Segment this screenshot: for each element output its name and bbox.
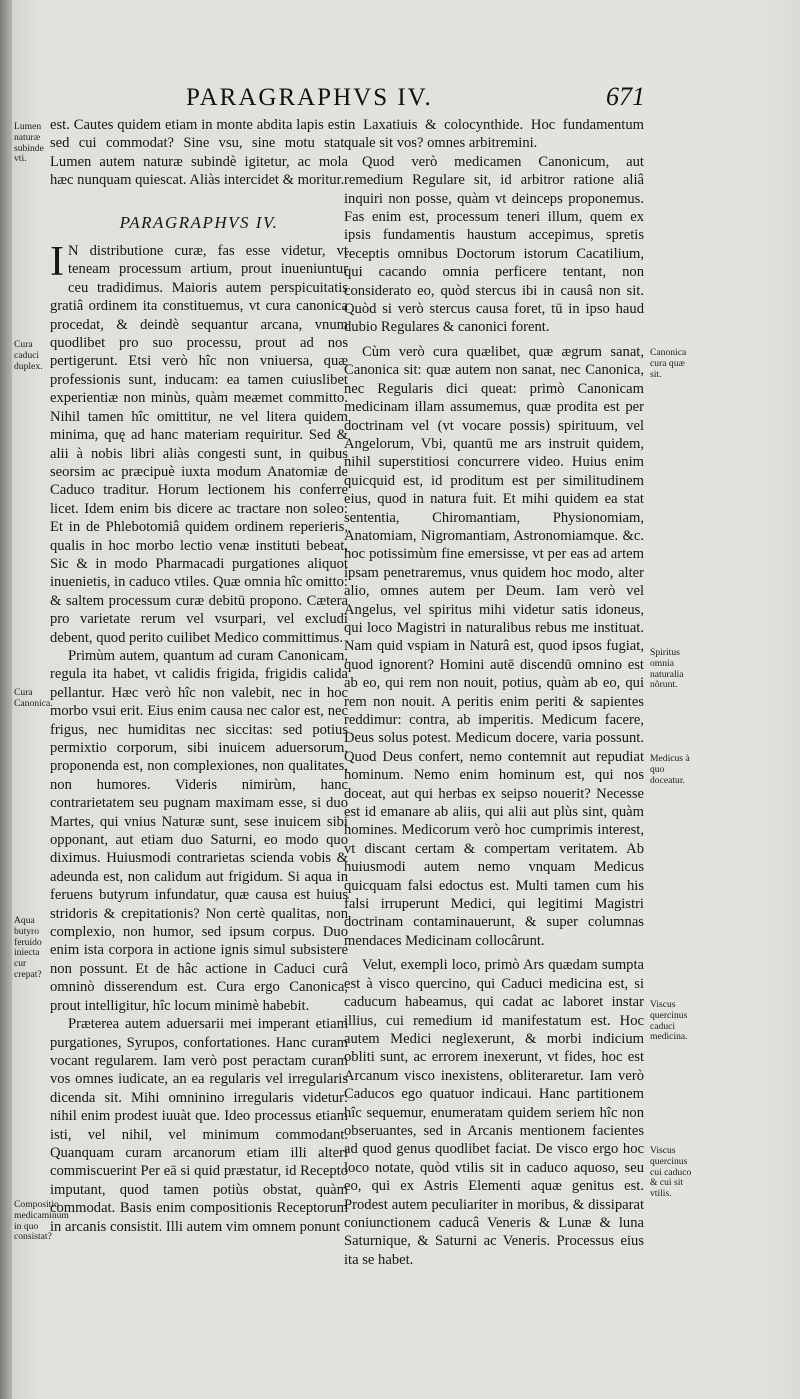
page-header (0, 80, 800, 116)
left-column (50, 116, 348, 1236)
right-paragraph-3: Velut, exempli loco, primò Ars quædam sumpta est à visco quercino, qui Caduci medicina est, si caducum habeamus, qui cadat ac laboret instar illius, cui remedium id manifestatum est. Hoc autem Medici neglexerunt, & morbi indicium obliti sunt, ac errorem inexerunt, vt fides, hoc est Arcanum visco inexistens, obliteraretur. Iam verò Caducos ego quatuor indicaui. Hanc partitionem hîc sequemur, enumeratam quidem seriem hîc non obseruantes, sed in Arcanis mentionem facientes ad quod genus quodlibet faciat. De visco ergo hoc loco notate, quòd vtilis sit in caduco aquoso, seu eo, qui ex Astris Elementi aquæ genitus est. Prodest autem peculiariter in moribus, & dissiparat coniunctionem caducâ Veneris & Lunæ & luna Saturnique, & Saturni ac Veneris. Processus eius ita se habet. (344, 957, 644, 1268)
right-opening-text: in Laxatiuis & colocynthide. Hoc fundamentum quale sit vos? omnes arbitremini. (344, 117, 644, 152)
margin-note-right-3: Medicus à quo doceatur. (650, 753, 690, 786)
margin-note-right-2: Spiritus omnia naturalia nôrunt. (650, 647, 684, 691)
left-paragraph-1 (50, 239, 348, 647)
left-paragraph-2: Primùm autem, quantum ad curam Canonicam, regula ita habet, vt calidis frigida, frigidis calida pellantur. Hæc verò hîc non valebit, nec in hoc morbo vsui erit. Eius enim causa nec calor est, nec frigus, nec humiditas nec siccitas: sed potius permixtio corporum, sibi inuicem aduersorum, proponenda est, non complexiones, non qualitates, non humores. Videris nimirùm, hanc contrarietatem seu pugnam maximam esse, si duo Martes, qui vnius Naturæ sunt, sese inuicem sibi opponant, aut etiam duo Saturni, eo modo quo diximus. Huiusmodi contrarietas scienda vobis & adeunda est, non calidum aut frigidum. Si aqua in feruens butyrum infundatur, quæ causa est huius stridoris & crepitationis? Non certè qualitas, non complexio, non humor, sed ipsum corpus. Duo enim ista corpora in actione ignis simul subsistere non possunt. Et de hâc actione in Caduci curâ omninò disserendum est. Cura ergo Canonica, prout intelligitur, hîc locum minimè habebit. (50, 647, 348, 1014)
left-paragraph-3: Præterea autem aduersarii mei imperant etiam purgationes, Syrupos, confortationes. Hanc curam vocant regularem. Iam verò post peractam curam vos omnes iudicate, an ea regularis vel irregularis dicenda sit. Mihi omninino irregularis videtur: nihil enim prodest iuuàt que. Ideo processus etiam isti, vel nihil, vel minimum commodant. Quanquam curam arcanorum etiam illi alteri commiscuerint Per eā si quid præstatur, id Recepto imputant, quod tamen potiùs obstat, quàm commodat. Basis enim compositionis Receptorum in arcanis consistit. Illi autem vim omnem ponunt (50, 1016, 348, 1235)
margin-note-left-5: Compositio medicaminum in quo consistat? (14, 1199, 69, 1243)
margin-note-right-1: Canonica cura quæ sit. (650, 347, 687, 380)
running-head: PARAGRAPHVS IV. (186, 84, 433, 111)
margin-note-left-2: Cura caduci duplex. (14, 339, 43, 372)
right-paragraph-1: Quod verò medicamen Canonicum, aut remedium Regulare sit, id arbitror ratione aliâ inquiri non posse, quàm vt deinceps proponemus. Fas enim est, processum teneri illum, quem ex ipsis fundamentis haustum accepimus, spretis receptis omnibus Doctorum istorum Cacatilium, qui cacando omnia perficere tentant, non considerato eo, quòd stercus ibi in causâ non sit. Quòd si verò stercus causa foret, tū in ipso haud dubio Regulares & canonici forent. (344, 153, 644, 336)
margin-note-right-4: Viscus quercinus caduci medicina. (650, 999, 688, 1043)
page-number: 671 (606, 82, 645, 111)
margin-note-left-1: Lumen naturæ subinde vti. (14, 121, 44, 165)
right-paragraph-2: Cùm verò cura quælibet, quæ ægrum sanat, Canonica sit: quæ autem non sanat, nec Canonica, nec Regularis dici queat: primò Canonicam medicinam illam assumemus, quæ prodita est per doctrinam vel (vt vocare possis) spirituum, vel Angelorum, Vbi, quantū me ars instruit quidem, nihil superstitiosi concurrere video. Huius enim quicquid est, id proditum est per similitudinem eius, quod in natura fuit. Et mihi quidem ea stat sententia, Chiromantiam, Physionomiam, Anatomiam, Nigromantiam, Astronomiamque. &c. hoc potissimùm fine emersisse, vt per eas ad artem ipsam penetraremus, vnus quidem hoc modo, alter alio, omnes autem per Deum. Iam verò vel Angelus, vel spiritus mihi videtur satis idoneus, qui loco Magistri in naturalibus rebus me instituat. Nam quid vspiam in Naturâ est, quod ipsos fugiat, quod ignorent? Homini autē discendū omnino est ab eo, qui rem non nouit, potius, quàm ab eo, qui rem non nouit. A peritis enim periti & sapientes reddimur: contra, ab imperitis. Medicum facere, Deus solus potest. Medicum docere, varia possunt. Quod Deus confert, nemo contemnit aut repudiat hominum. Nemo enim hominum est, qui nos doceat, aut qui herbas ex seipso nouerit? Necesse est id emanare ab aliis, qui alii aut plùs sint, quàm homines. Medicorum verò hoc cumprimis interest, vt discant certam & compertam veritatem. Ab huiusmodi autem nemo vnquam Medicus quicquam falsi edoctus est. Multi tamen cum his falsi irruperunt Medici, qui legitimi Magistri doctrinam contaminauerunt, & super columnas mendaces Medicinam collocârunt. (344, 343, 644, 949)
section-title: PARAGRAPHVS IV. (119, 212, 279, 232)
page-gutter (0, 0, 12, 1399)
margin-note-left-3: Cura Canonica. (14, 687, 53, 709)
left-paragraph-1-text: N distributione curæ, fas esse videtur, vt teneam processum artium, prout inueniuntur ceu tradidimus. Maioris autem perspicuitatis gratiâ ordinem ita constituemus, vt cura canonica procedat, & deindè sequantur arcana, vnum quodlibet pro suo processu, prout ad nos pertigerunt. Etsi verò hîc non vniuersa, quæ professionis sunt, inducam: ea tamen cuiuslibet experientiæ non minùs, quàm meæmet committo. Nihil tamen hîc omittitur, ne vel litera quidem minima, quę ad hanc materiam requiritur. Sed & alii à nobis libri aliàs congesti sunt, in quibus seorsim ac præcipuè iuxta modum Anatomiæ de Caduco traditur. Horum lectionem his conferre licet. Idem enim bis dicere ac tractare non soleo: Et in de Phlebotomiâ quidem ordinem reperieris, qualis in hoc morbo lectio venæ instituti bebeat, Sic & in modo Pharmacadi purgationes aliquot inuenietis, in caduco vtiles. Quæ omnia hîc omitto: & saltem processum curæ debitū propono. Cætera pro varietate rerum vel vsurpari, vel excludi debent, quod perito cuilibet Medico committimus. (50, 243, 348, 646)
left-opening-text: est. Cautes quidem etiam in monte abdita lapis est: sed cui commodat? Sine vsu, sine motu stat. Lumen autem naturæ subindè igitetur, ac mola hæc nunquam quiescat. Aliàs intercidet & moritur. (50, 117, 348, 189)
right-column (344, 116, 644, 1269)
drop-cap: I (50, 239, 64, 286)
margin-note-left-4: Aqua butyro feruido iniecta cur crepat? (14, 915, 42, 980)
margin-note-right-5: Viscus quercinus cui caduco & cui sit vtilis. (650, 1145, 692, 1200)
